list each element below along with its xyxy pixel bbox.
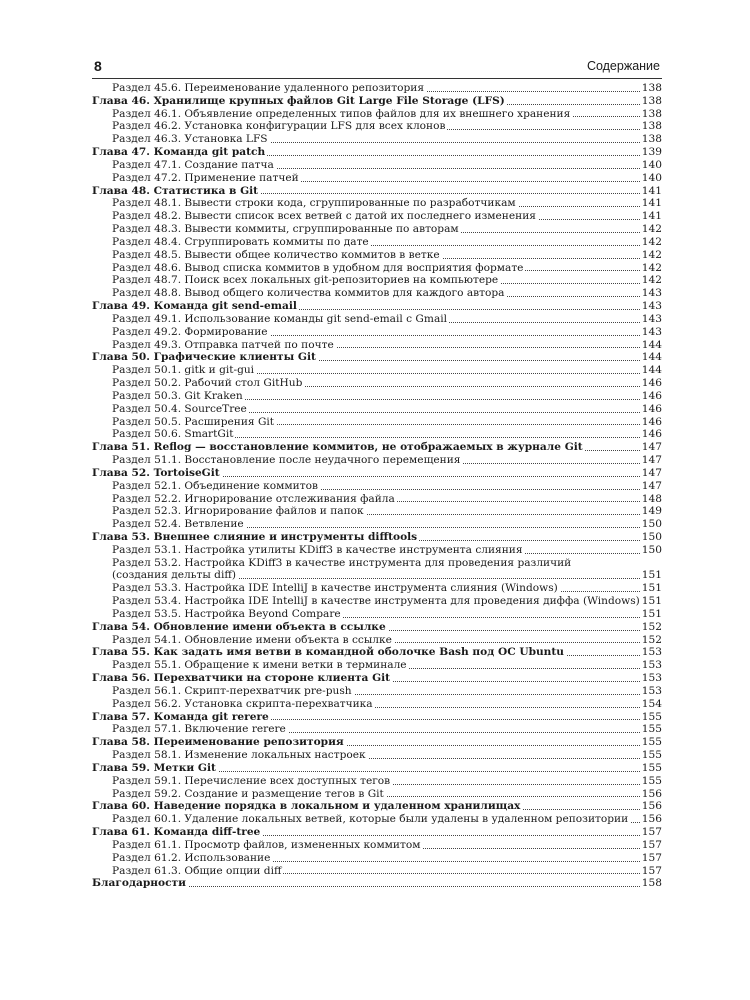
toc-page-number: 143	[641, 312, 662, 325]
toc-entry-title: Раздел 53.4. Настройка IDE IntelliJ в качестве инструмента для проведения диффа (Windows)	[112, 595, 640, 608]
toc-entry-title: Раздел 56.2. Установка скрипта-перехватчика	[112, 697, 373, 710]
toc-entry-title: Раздел 55.1. Обращение к имени ветки в терминале	[112, 659, 407, 672]
toc-page-number: 147	[641, 479, 662, 492]
toc-page-number: 157	[641, 826, 662, 839]
toc-section-entry	[92, 82, 662, 95]
toc-entry-title: Раздел 53.5. Настройка Beyond Compare	[112, 607, 341, 620]
toc-page-number: 149	[641, 505, 662, 518]
toc-page-number: 142	[641, 223, 662, 236]
toc-chapter-entry	[92, 300, 662, 313]
toc-section-entry	[92, 505, 662, 518]
toc-section-entry	[92, 287, 662, 300]
toc-page-number: 142	[641, 274, 662, 287]
toc-page-number: 138	[641, 107, 662, 120]
toc-page-number: 141	[641, 184, 662, 197]
toc-entry-title: Раздел 46.2. Установка конфигурации LFS для всех клонов	[112, 120, 446, 133]
toc-chapter-entry	[92, 185, 662, 198]
toc-entry-title: Раздел 48.7. Поиск всех локальных git-репозиториев на компьютере	[112, 274, 499, 287]
toc-section-entry	[92, 544, 662, 557]
toc-section-entry	[92, 659, 662, 672]
toc-page-number: 148	[641, 492, 662, 505]
toc-section-entry	[92, 852, 662, 865]
toc-entry-title: Раздел 59.2. Создание и размещение тегов в Git	[112, 787, 384, 800]
toc-page-number: 155	[641, 774, 662, 787]
toc-chapter-entry	[92, 621, 662, 634]
toc-page-number: 146	[641, 377, 662, 390]
toc-page-number: 150	[641, 518, 662, 531]
toc-page-number: 151	[641, 582, 662, 595]
toc-section-entry	[92, 249, 662, 262]
toc-entry-title: Глава 61. Команда diff-tree	[92, 826, 261, 839]
toc-page-number: 153	[641, 672, 662, 685]
toc-entry-title: Глава 51. Reflog — восстановление коммитов, не отображаемых в журнале Git	[92, 441, 583, 454]
toc-entry-title: Раздел 48.1. Вывести строки кода, сгруппированные по разработчикам	[112, 197, 516, 210]
toc-entry-title: Глава 58. Переименование репозитория	[92, 736, 344, 749]
toc-entry-title: Раздел 61.3. Общие опции diff	[112, 864, 282, 877]
page-number: 8	[94, 58, 102, 74]
toc-entry-title: Раздел 49.1. Использование команды git send-email с Gmail	[112, 312, 448, 325]
toc-section-entry	[92, 236, 662, 249]
toc-page-number: 147	[641, 441, 662, 454]
toc-page-number: 147	[641, 466, 662, 479]
toc-entry-title: Раздел 50.4. SourceTree	[112, 402, 247, 415]
toc-entry-title: Раздел 53.2. Настройка KDiff3 в качестве инструмента для проведения различий	[112, 557, 662, 570]
toc-chapter-entry	[92, 467, 662, 480]
toc-entry-title: Раздел 50.6. SmartGit	[112, 428, 234, 441]
toc-entry-title: Раздел 53.3. Настройка IDE IntelliJ в качестве инструмента слияния (Windows)	[112, 582, 558, 595]
toc-page-number: 142	[641, 261, 662, 274]
toc-entry-title: Раздел 46.3. Установка LFS	[112, 133, 268, 146]
toc-entry-title: Раздел 48.3. Вывести коммиты, сгруппированные по авторам	[112, 223, 459, 236]
running-title: Содержание	[586, 59, 660, 73]
toc-page-number: 141	[641, 197, 662, 210]
toc-entry-title: Раздел 48.4. Сгруппировать коммиты по дате	[112, 235, 369, 248]
toc-section-entry	[92, 262, 662, 275]
toc-page-number: 154	[641, 697, 662, 710]
toc-section-entry	[92, 390, 662, 403]
toc-section-entry	[92, 518, 662, 531]
toc-chapter-entry	[92, 877, 662, 890]
toc-section-entry	[92, 364, 662, 377]
toc-entry-title: Раздел 59.1. Перечисление всех доступных тегов	[112, 774, 391, 787]
toc-section-entry	[92, 133, 662, 146]
toc-section-entry	[92, 813, 662, 826]
toc-chapter-entry	[92, 672, 662, 685]
toc-section-entry	[92, 788, 662, 801]
toc-page-number: 153	[641, 684, 662, 697]
toc-chapter-entry	[92, 826, 662, 839]
toc-section-entry	[92, 582, 662, 595]
toc-page-number: 139	[641, 146, 662, 159]
toc-page-number: 157	[641, 838, 662, 851]
toc-section-entry	[92, 172, 662, 185]
toc-entry-title: Раздел 52.2. Игнорирование отслеживания файла	[112, 492, 395, 505]
toc-page-number: 144	[641, 351, 662, 364]
toc-entry-title: Раздел 50.2. Рабочий стол GitHub	[112, 377, 303, 390]
toc-section-entry	[92, 210, 662, 223]
toc-entry-title: Раздел 53.1. Настройка утилиты KDiff3 в качестве инструмента слияния	[112, 543, 523, 556]
toc-entry-title: Глава 48. Статистика в Git	[92, 184, 259, 197]
toc-page-number: 156	[641, 800, 662, 813]
toc-entry-title: Раздел 49.3. Отправка патчей по почте	[112, 338, 334, 351]
toc-page-number: 153	[641, 646, 662, 659]
toc-section-entry	[92, 403, 662, 416]
toc-section-entry	[92, 839, 662, 852]
toc-section-entry	[92, 197, 662, 210]
toc-entry-title: Раздел 47.2. Применение патчей	[112, 171, 299, 184]
toc-page-number: 152	[641, 620, 662, 633]
toc-page-number: 151	[641, 607, 662, 620]
toc-section-entry	[92, 493, 662, 506]
toc-chapter-entry	[92, 441, 662, 454]
toc-page-number: 146	[641, 402, 662, 415]
toc-chapter-entry	[92, 762, 662, 775]
toc-section-entry	[92, 865, 662, 878]
toc-entry-title: Глава 53. Внешнее слияние и инструменты difftools	[92, 530, 418, 543]
toc-page-number: 157	[641, 851, 662, 864]
toc-section-entry	[92, 698, 662, 711]
toc-entry-title: Раздел 61.1. Просмотр файлов, измененных коммитом	[112, 838, 421, 851]
toc-page-number: 142	[641, 248, 662, 261]
toc-entry-title: Раздел 48.6. Вывод списка коммитов в удобном для восприятия формате	[112, 261, 524, 274]
toc-entry-title: Глава 59. Метки Git	[92, 761, 216, 774]
toc-section-entry	[92, 775, 662, 788]
toc-section-entry	[92, 274, 662, 287]
toc-entry-title: Раздел 57.1. Включение rerere	[112, 723, 286, 736]
toc-entry-title: Глава 50. Графические клиенты Git	[92, 351, 316, 364]
toc-chapter-entry	[92, 711, 662, 724]
toc-entry-title: Раздел 58.1. Изменение локальных настроек	[112, 749, 366, 762]
toc-section-entry	[92, 480, 662, 493]
toc-page-number: 138	[641, 82, 662, 94]
toc-page-number: 144	[641, 364, 662, 377]
toc-entry-title: Раздел 52.1. Объединение коммитов	[112, 479, 318, 492]
toc-page-number: 138	[641, 94, 662, 107]
toc-entry-title: Раздел 61.2. Использование	[112, 851, 271, 864]
toc-page-number: 147	[641, 454, 662, 467]
toc-entry-title: Раздел 52.3. Игнорирование файлов и папок	[112, 505, 364, 518]
toc-chapter-entry	[92, 736, 662, 749]
toc-section-entry	[92, 159, 662, 172]
toc-section-entry	[92, 326, 662, 339]
toc-page-number: 138	[641, 133, 662, 146]
toc-chapter-entry	[92, 646, 662, 659]
toc-page-number: 143	[641, 325, 662, 338]
toc-page-number: 138	[641, 120, 662, 133]
toc-page-number: 150	[641, 543, 662, 556]
toc-page-number: 142	[641, 235, 662, 248]
toc-entry-title: Раздел 48.8. Вывод общего количества коммитов для каждого автора	[112, 287, 505, 300]
toc-chapter-entry	[92, 146, 662, 159]
toc-section-entry	[92, 377, 662, 390]
toc-page-number: 152	[641, 633, 662, 646]
toc-page-number: 146	[641, 415, 662, 428]
toc-entry-title: Раздел 48.2. Вывести список всех ветвей с датой их последнего изменения	[112, 210, 536, 223]
toc-entry-title: Глава 55. Как задать имя ветви в командной оболочке Bash под ОС Ubuntu	[92, 646, 564, 659]
toc-section-entry	[92, 749, 662, 762]
toc-section-entry	[92, 685, 662, 698]
toc-section-entry	[92, 634, 662, 647]
toc-page-number: 143	[641, 300, 662, 313]
toc-entry-title: Глава 60. Наведение порядка в локальном и удаленном хранилищах	[92, 800, 521, 813]
toc-section-entry	[92, 339, 662, 352]
toc-chapter-entry	[92, 800, 662, 813]
toc-entry-title: Раздел 50.3. Git Kraken	[112, 389, 243, 402]
toc-entry-title: Раздел 54.1. Обновление имени объекта в ссылке	[112, 633, 392, 646]
toc-section-entry	[92, 223, 662, 236]
toc-page-number: 155	[641, 736, 662, 749]
toc-page-number: 156	[641, 813, 662, 826]
toc-section-entry	[92, 108, 662, 121]
toc-entry-title: Благодарности	[92, 877, 186, 890]
toc-page-number: 140	[641, 158, 662, 171]
page-header	[92, 56, 662, 79]
toc-section-entry	[92, 723, 662, 736]
toc-entry-title: Раздел 56.1. Скрипт-перехватчик pre-push	[112, 684, 352, 697]
toc-page-number: 143	[641, 287, 662, 300]
toc-entry-title: Раздел 52.4. Ветвление	[112, 518, 244, 531]
toc-page-number: 157	[641, 864, 662, 877]
toc-page-number: 146	[641, 389, 662, 402]
toc-page-number: 156	[641, 787, 662, 800]
toc-entry-title: Глава 52. TortoiseGit	[92, 466, 220, 479]
toc-page-number: 158	[641, 877, 662, 890]
toc-entry-title: Глава 56. Перехватчики на стороне клиента Git	[92, 672, 391, 685]
table-of-contents	[92, 82, 662, 890]
toc-chapter-entry	[92, 351, 662, 364]
toc-page-number: 155	[641, 723, 662, 736]
toc-page-number: 155	[641, 761, 662, 774]
toc-entry-title: Глава 47. Команда git patch	[92, 146, 266, 159]
toc-page-number: 151	[641, 595, 662, 608]
toc-entry-title: Раздел 49.2. Формирование	[112, 325, 268, 338]
toc-entry-title-continued: (создания дельты diff)	[112, 569, 237, 582]
toc-entry-title: Раздел 48.5. Вывести общее количество коммитов в ветке	[112, 248, 440, 261]
toc-page-number: 151	[641, 569, 662, 582]
toc-section-entry	[92, 428, 662, 441]
toc-entry-title: Раздел 45.6. Переименование удаленного репозитория	[112, 82, 424, 94]
toc-entry-title: Раздел 50.1. gitk и git-gui	[112, 364, 255, 377]
toc-entry-title: Раздел 60.1. Удаление локальных ветвей, которые были удалены в удаленном репозитории	[112, 813, 629, 826]
toc-page-number: 153	[641, 659, 662, 672]
toc-section-entry	[92, 313, 662, 326]
toc-page-number: 141	[641, 210, 662, 223]
toc-entry-title: Раздел 51.1. Восстановление после неудачного перемещения	[112, 454, 461, 467]
toc-chapter-entry	[92, 95, 662, 108]
toc-chapter-entry	[92, 531, 662, 544]
toc-entry-title: Глава 57. Команда git rerere	[92, 710, 269, 723]
toc-page-number: 150	[641, 530, 662, 543]
toc-entry-title: Раздел 50.5. Расширения Git	[112, 415, 275, 428]
toc-section-entry	[92, 595, 662, 608]
toc-section-entry	[92, 454, 662, 467]
toc-section-entry	[92, 120, 662, 133]
toc-entry-title: Глава 49. Команда git send-email	[92, 300, 297, 313]
toc-entry-title: Раздел 47.1. Создание патча	[112, 158, 274, 171]
toc-section-entry	[92, 416, 662, 429]
toc-section-entry	[92, 557, 662, 583]
toc-page-number: 144	[641, 338, 662, 351]
toc-page-number: 146	[641, 428, 662, 441]
toc-page-number: 155	[641, 749, 662, 762]
toc-page-number: 155	[641, 710, 662, 723]
toc-section-entry	[92, 608, 662, 621]
toc-entry-title: Глава 46. Хранилище крупных файлов Git Large File Storage (LFS)	[92, 94, 505, 107]
toc-entry-title: Раздел 46.1. Объявление определенных типов файлов для их внешнего хранения	[112, 107, 571, 120]
toc-page-number: 140	[641, 171, 662, 184]
toc-entry-title: Глава 54. Обновление имени объекта в ссылке	[92, 620, 386, 633]
